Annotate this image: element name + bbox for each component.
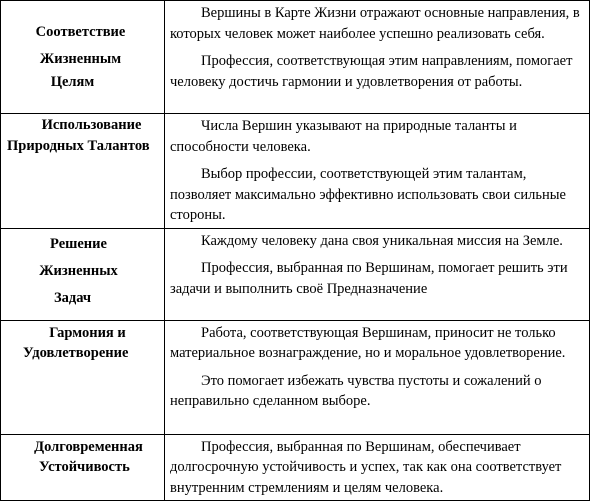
table-row bbox=[1, 114, 590, 229]
paragraph: Профессия, выбранная по Вершинам, помогает решить эти задачи и выполнить своё Предназначение bbox=[170, 260, 568, 297]
paragraph: Это помогает избежать чувства пустоты и сожалений о неправильно сделанном выборе. bbox=[170, 372, 542, 409]
row-description bbox=[165, 114, 590, 229]
table-row bbox=[1, 434, 590, 501]
row-heading-line: Целям bbox=[50, 74, 95, 90]
row-heading-line: Соответствие bbox=[35, 24, 126, 40]
paragraph: Работа, соответствующая Вершинам, приносит не только материальное вознаграждение, но и моральное удовлетворение. bbox=[170, 324, 566, 361]
table-row bbox=[1, 1, 590, 114]
row-description bbox=[165, 1, 590, 114]
table-row bbox=[1, 228, 590, 320]
row-heading-line: Гармония и bbox=[49, 324, 126, 341]
paragraph: Вершины в Карте Жизни отражают основные направления, в которых человек может наиболее успешно реализовать себя. bbox=[170, 5, 580, 42]
row-heading-line: Устойчивость bbox=[39, 459, 130, 475]
paragraph: Профессия, выбранная по Вершинам, обеспечивает долгосрочную устойчивость и успех, так как она соответствует внутренним стремлениям и целям человека. bbox=[170, 438, 562, 496]
row-heading bbox=[1, 434, 165, 501]
paragraph: Каждому человеку дана своя уникальная миссия на Земле. bbox=[201, 232, 563, 249]
paragraph: Числа Вершин указывают на природные таланты и способности человека. bbox=[170, 118, 517, 155]
paragraph: Выбор профессии, соответствующей этим талантам, позволяет максимально эффективно использовать свои сильные стороны. bbox=[170, 166, 566, 223]
row-description bbox=[165, 320, 590, 434]
row-heading bbox=[1, 320, 165, 434]
row-heading bbox=[1, 228, 165, 320]
row-description bbox=[165, 228, 590, 320]
row-heading-line: Использование bbox=[41, 117, 142, 133]
row-heading bbox=[1, 1, 165, 114]
row-heading-line: Долговременная bbox=[34, 438, 143, 455]
row-heading-line: Жизненным bbox=[39, 51, 122, 67]
row-heading-line: Жизненных bbox=[39, 262, 118, 279]
row-description bbox=[165, 434, 590, 501]
row-heading-line: Удовлетворение bbox=[23, 345, 129, 361]
row-heading-line: Природных Талантов bbox=[7, 137, 150, 154]
row-heading-line: Задач bbox=[53, 289, 92, 306]
row-heading bbox=[1, 114, 165, 229]
paragraph: Профессия, соответствующая этим направлениям, помогает человеку достичь гармонии и удовлетворения от работы. bbox=[170, 53, 573, 90]
row-heading-line: Решение bbox=[50, 235, 107, 252]
table-row bbox=[1, 320, 590, 434]
